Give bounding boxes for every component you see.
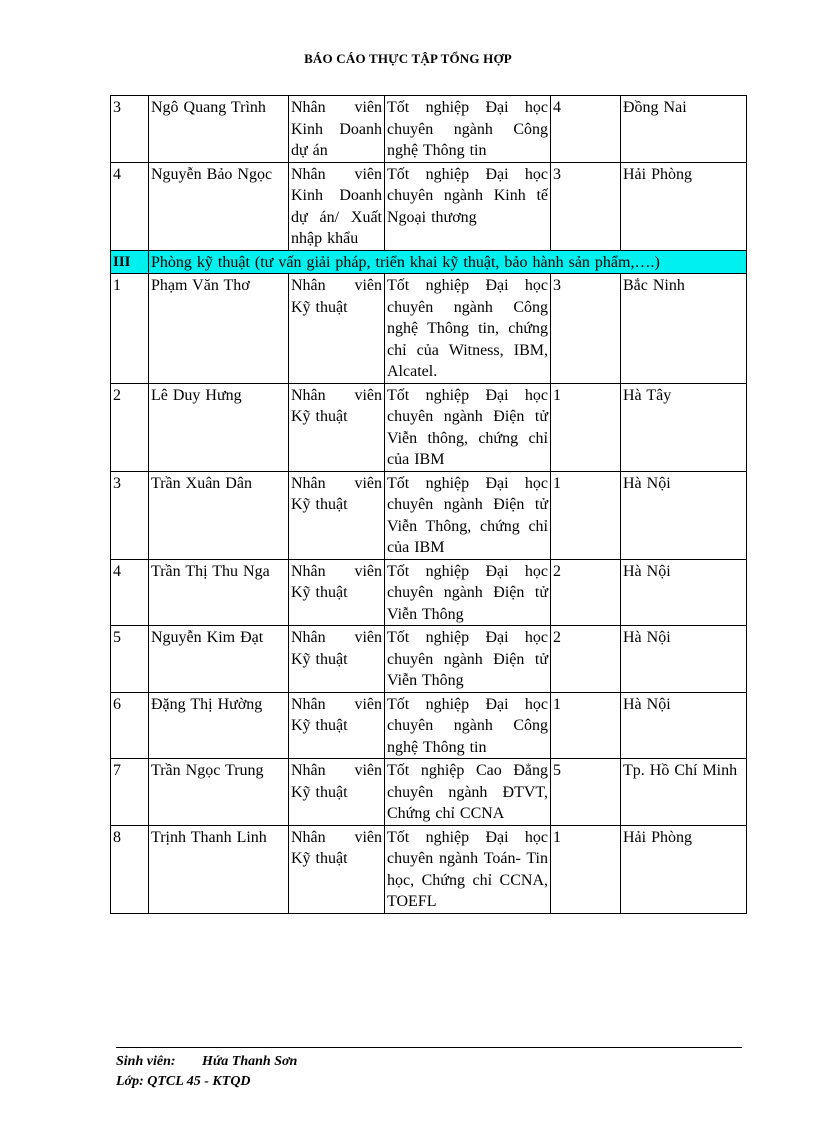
cell-qualification: Tốt nghiệp Đại học chuyên ngành Toán- Tin học, Chứng chỉ CCNA, TOEFL xyxy=(385,825,551,913)
cell-name: Ngô Quang Trình xyxy=(149,96,289,163)
cell-stt: 1 xyxy=(111,274,149,384)
table-row xyxy=(111,559,747,626)
table-row xyxy=(111,96,747,163)
staff-table-body-top xyxy=(111,96,747,251)
cell-qualification: Tốt nghiệp Đại học chuyên ngành Công nghệ Thông tin, chứng chỉ của Witness, IBM, Alcatel. xyxy=(385,274,551,384)
cell-position: Nhân viên Kỹ thuật xyxy=(289,825,385,913)
cell-qualification: Tốt nghiệp Đại học chuyên ngành Điện tử Viễn Thông, chứng chỉ của IBM xyxy=(385,471,551,559)
cell-stt: 6 xyxy=(111,692,149,759)
cell-stt: 4 xyxy=(111,162,149,250)
cell-stt: 5 xyxy=(111,626,149,693)
page-header: BÁO CÁO THỰC TẬP TỔNG HỢP xyxy=(304,51,512,66)
cell-hometown: Hà Nội xyxy=(621,626,747,693)
cell-hometown: Hà Nội xyxy=(621,471,747,559)
section-number: III xyxy=(111,250,149,274)
cell-hometown: Hà Nội xyxy=(621,559,747,626)
cell-years: 3 xyxy=(551,274,621,384)
class-line xyxy=(116,1072,742,1092)
cell-position: Nhân viên Kỹ thuật xyxy=(289,471,385,559)
cell-position: Nhân viên Kỹ thuật xyxy=(289,759,385,826)
cell-position: Nhân viên Kinh Doanh dự án/ Xuất nhập khẩu xyxy=(289,162,385,250)
table-row xyxy=(111,825,747,913)
cell-position: Nhân viên Kỹ thuật xyxy=(289,559,385,626)
table-row xyxy=(111,274,747,384)
table-row xyxy=(111,626,747,693)
staff-table xyxy=(110,95,747,914)
cell-qualification: Tốt nghiệp Đại học chuyên ngành Công nghệ Thông tin xyxy=(385,692,551,759)
cell-hometown: Bắc Ninh xyxy=(621,274,747,384)
table-row xyxy=(111,383,747,471)
class-name: QTCL 45 - KTQD xyxy=(147,1074,251,1089)
cell-hometown: Tp. Hồ Chí Minh xyxy=(621,759,747,826)
cell-stt: 2 xyxy=(111,383,149,471)
cell-years: 3 xyxy=(551,162,621,250)
cell-position: Nhân viên Kỹ thuật xyxy=(289,383,385,471)
cell-stt: 7 xyxy=(111,759,149,826)
cell-qualification: Tốt nghiệp Đại học chuyên ngành Điện tử Viễn Thông xyxy=(385,626,551,693)
cell-years: 2 xyxy=(551,626,621,693)
cell-qualification: Tốt nghiệp Cao Đẳng chuyên ngành ĐTVT, Chứng chỉ CCNA xyxy=(385,759,551,826)
cell-name: Phạm Văn Thơ xyxy=(149,274,289,384)
table-row xyxy=(111,692,747,759)
student-line xyxy=(116,1052,742,1072)
table-row xyxy=(111,759,747,826)
cell-hometown: Đồng Nai xyxy=(621,96,747,163)
cell-years: 1 xyxy=(551,692,621,759)
cell-qualification: Tốt nghiệp Đại học chuyên ngành Điện tử Viễn Thông xyxy=(385,559,551,626)
cell-name: Trịnh Thanh Linh xyxy=(149,825,289,913)
cell-years: 2 xyxy=(551,559,621,626)
cell-qualification: Tốt nghiệp Đại học chuyên ngành Công nghệ Thông tin xyxy=(385,96,551,163)
cell-hometown: Hải Phòng xyxy=(621,162,747,250)
class-label: Lớp: xyxy=(116,1074,144,1089)
cell-name: Nguyễn Kim Đạt xyxy=(149,626,289,693)
cell-name: Lê Duy Hưng xyxy=(149,383,289,471)
cell-position: Nhân viên Kỹ thuật xyxy=(289,626,385,693)
cell-hometown: Hà Tây xyxy=(621,383,747,471)
staff-table-body-bottom xyxy=(111,274,747,914)
cell-years: 1 xyxy=(551,825,621,913)
cell-stt: 3 xyxy=(111,471,149,559)
cell-qualification: Tốt nghiệp Đại học chuyên ngành Điện tử Viễn thông, chứng chỉ của IBM xyxy=(385,383,551,471)
section-header xyxy=(111,250,747,274)
cell-position: Nhân viên Kỹ thuật xyxy=(289,692,385,759)
cell-name: Đặng Thị Hường xyxy=(149,692,289,759)
cell-stt: 8 xyxy=(111,825,149,913)
cell-position: Nhân viên Kỹ thuật xyxy=(289,274,385,384)
cell-name: Nguyễn Bảo Ngọc xyxy=(149,162,289,250)
cell-name: Trần Thị Thu Nga xyxy=(149,559,289,626)
cell-qualification: Tốt nghiệp Đại học chuyên ngành Kinh tế Ngoại thương xyxy=(385,162,551,250)
page-footer xyxy=(116,1047,742,1092)
footer-divider xyxy=(116,1047,742,1048)
table-row xyxy=(111,162,747,250)
cell-stt: 3 xyxy=(111,96,149,163)
student-name: Hứa Thanh Sơn xyxy=(202,1054,298,1069)
section-row xyxy=(111,250,747,274)
cell-years: 1 xyxy=(551,471,621,559)
cell-years: 4 xyxy=(551,96,621,163)
cell-hometown: Hà Nội xyxy=(621,692,747,759)
cell-stt: 4 xyxy=(111,559,149,626)
cell-hometown: Hải Phòng xyxy=(621,825,747,913)
cell-name: Trần Xuân Dân xyxy=(149,471,289,559)
cell-name: Trần Ngọc Trung xyxy=(149,759,289,826)
student-label: Sinh viên: xyxy=(116,1054,176,1069)
table-row xyxy=(111,471,747,559)
cell-years: 1 xyxy=(551,383,621,471)
section-title: Phòng kỹ thuật (tư vấn giải pháp, triển khai kỹ thuật, bảo hành sản phẩm,….) xyxy=(149,250,747,274)
cell-position: Nhân viên Kinh Doanh dự án xyxy=(289,96,385,163)
cell-years: 5 xyxy=(551,759,621,826)
